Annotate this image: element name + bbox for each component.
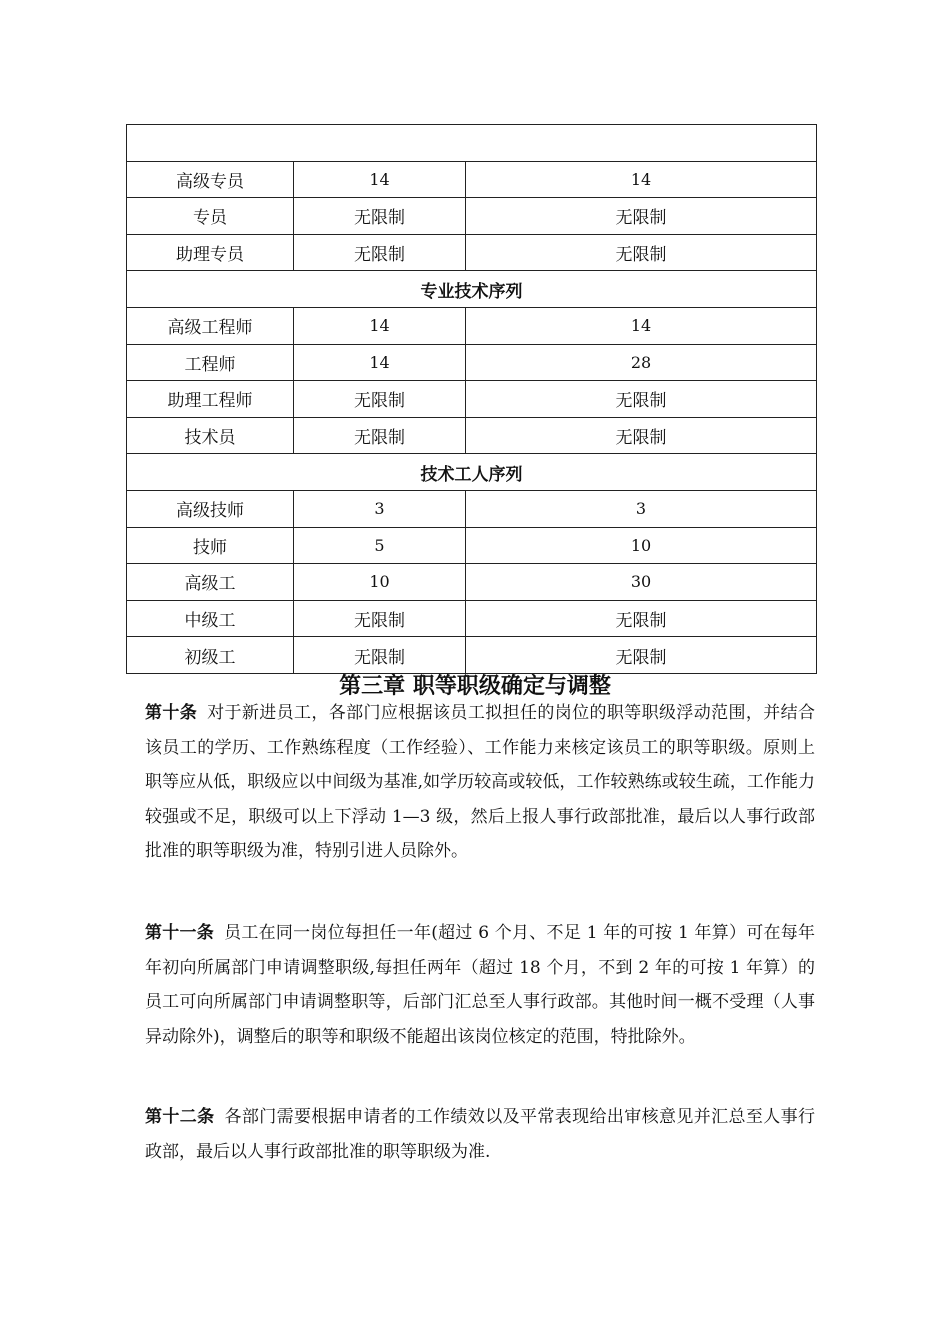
quota-cell-b: 30 <box>466 564 817 601</box>
position-cell: 技术员 <box>127 417 294 454</box>
position-cell: 初级工 <box>127 637 294 674</box>
quota-cell-b: 无限制 <box>466 637 817 674</box>
quota-cell-b: 无限制 <box>466 234 817 271</box>
quota-cell-a: 10 <box>294 564 466 601</box>
table-blank-cell <box>127 125 817 162</box>
chapter-title: 第三章 职等职级确定与调整 <box>339 674 611 699</box>
article-10 <box>145 696 815 869</box>
position-cell: 高级工程师 <box>127 307 294 344</box>
quota-cell-b: 28 <box>466 344 817 381</box>
position-cell: 工程师 <box>127 344 294 381</box>
quota-cell-a: 无限制 <box>294 600 466 637</box>
quota-cell-b: 无限制 <box>466 198 817 235</box>
position-cell: 中级工 <box>127 600 294 637</box>
table-row <box>127 600 817 637</box>
quota-cell-a: 5 <box>294 527 466 564</box>
table-row <box>127 490 817 527</box>
position-quota-table <box>126 124 817 674</box>
article-text: 对于新进员工，各部门应根据该员工拟担任的岗位的职等职级浮动范围，并结合该员工的学历、工作熟练程度（工作经验）、工作能力来核定该员工的职等职级。原则上职等应从低，职级应以中间级为基准,如学历较高或较低，工作较熟练或较生疏，工作能力较强或不足，职级可以上下浮动 1—3 级，然后上报人事行政部批准，最后以人事行政部批准的职等职级为准，特别引进人员除外。 <box>145 703 816 861</box>
position-cell: 技师 <box>127 527 294 564</box>
article-label: 第十条 <box>145 703 198 723</box>
table-row <box>127 564 817 601</box>
quota-cell-b: 无限制 <box>466 600 817 637</box>
table-row <box>127 381 817 418</box>
quota-cell-b: 无限制 <box>466 417 817 454</box>
position-cell: 高级专员 <box>127 161 294 198</box>
table-body <box>127 125 817 674</box>
position-cell: 高级技师 <box>127 490 294 527</box>
article-label: 第十一条 <box>145 923 215 943</box>
quota-cell-a: 14 <box>294 307 466 344</box>
section-heading: 专业技术序列 <box>127 271 817 308</box>
table-row <box>127 527 817 564</box>
table-row <box>127 161 817 198</box>
position-cell: 专员 <box>127 198 294 235</box>
article-label: 第十二条 <box>145 1107 215 1127</box>
table-row <box>127 198 817 235</box>
quota-cell-b: 14 <box>466 307 817 344</box>
quota-cell-a: 3 <box>294 490 466 527</box>
table-row <box>127 417 817 454</box>
quota-cell-b: 14 <box>466 161 817 198</box>
article-12 <box>145 1100 815 1169</box>
quota-cell-b: 无限制 <box>466 381 817 418</box>
table-section-row <box>127 271 817 308</box>
quota-cell-a: 无限制 <box>294 198 466 235</box>
table-row <box>127 344 817 381</box>
section-heading: 技术工人序列 <box>127 454 817 491</box>
quota-cell-a: 14 <box>294 161 466 198</box>
article-11 <box>145 916 815 1054</box>
table-row <box>127 234 817 271</box>
position-cell: 助理工程师 <box>127 381 294 418</box>
quota-cell-b: 10 <box>466 527 817 564</box>
table-row <box>127 307 817 344</box>
table-blank-row <box>127 125 817 162</box>
quota-cell-a: 无限制 <box>294 417 466 454</box>
quota-cell-b: 3 <box>466 490 817 527</box>
table-section-row <box>127 454 817 491</box>
quota-cell-a: 无限制 <box>294 234 466 271</box>
position-cell: 高级工 <box>127 564 294 601</box>
quota-cell-a: 14 <box>294 344 466 381</box>
article-text: 员工在同一岗位每担任一年(超过 6 个月、不足 1 年的可按 1 年算）可在每年年初向所属部门申请调整职级,每担任两年（超过 18 个月，不到 2 年的可按 1 年算）的员工可向所属部门申请调整职等，后部门汇总至人事行政部。其他时间一概不受理（人事异动除外)，调整后的职等和职级不能超出该岗位核定的范围，特批除外。 <box>145 923 816 1047</box>
quota-cell-a: 无限制 <box>294 381 466 418</box>
quota-cell-a: 无限制 <box>294 637 466 674</box>
position-cell: 助理专员 <box>127 234 294 271</box>
article-text: 各部门需要根据申请者的工作绩效以及平常表现给出审核意见并汇总至人事行政部，最后以人事行政部批准的职等职级为准. <box>145 1107 816 1162</box>
table-row <box>127 637 817 674</box>
